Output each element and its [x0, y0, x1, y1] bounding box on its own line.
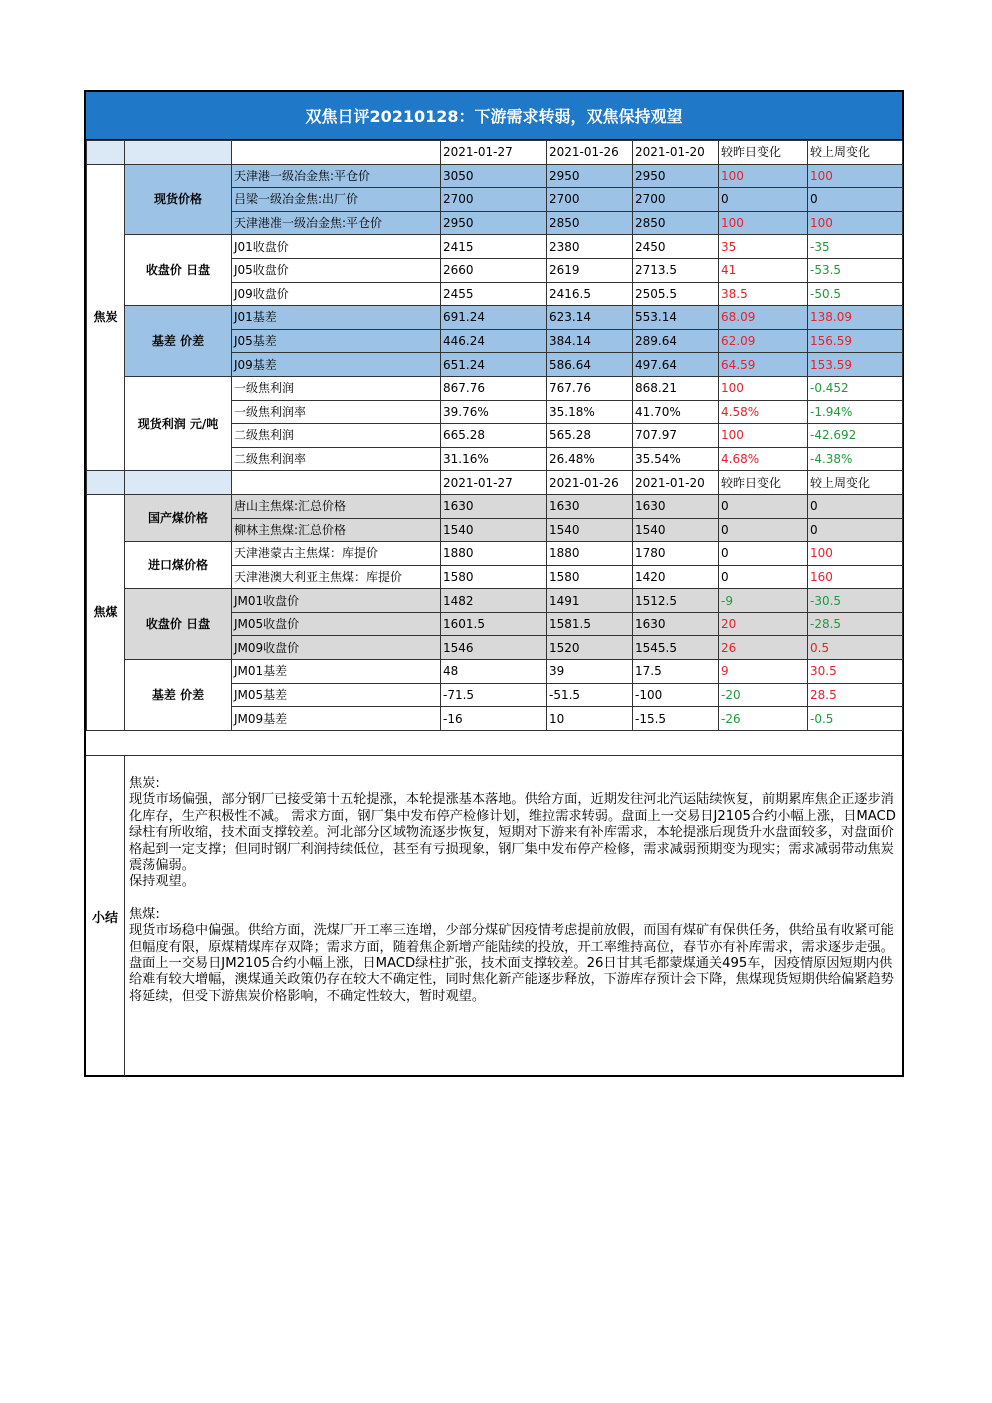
row-name: JM05基差: [232, 683, 441, 707]
header-blank: [125, 141, 232, 165]
value-cell: 565.28: [547, 424, 633, 448]
value-cell: 1630: [547, 494, 633, 518]
report-title: 双焦日评20210128：下游需求转弱，双焦保持观望: [86, 92, 902, 140]
change-week-cell: 0: [808, 188, 903, 212]
value-cell: 868.21: [633, 376, 719, 400]
value-cell: 2380: [547, 235, 633, 259]
change-week-cell: 30.5: [808, 660, 903, 684]
table-row: [87, 376, 903, 400]
row-name: J09基差: [232, 353, 441, 377]
group-label: 收盘价 日盘: [125, 589, 232, 660]
value-cell: 1540: [633, 518, 719, 542]
value-cell: 1540: [441, 518, 547, 542]
value-cell: 1880: [547, 542, 633, 566]
change-day-cell: -20: [719, 683, 808, 707]
header-cell: 2021-01-20: [633, 141, 719, 165]
row-name: 一级焦利润: [232, 376, 441, 400]
summary-coke-text: 现货市场偏强，部分钢厂已接受第十五轮提涨，本轮提涨基本落地。供给方面，近期发往河北汽运陆续恢复，前期累库焦企正逐步消化库存，生产积极性不减。 需求方面，钢厂集中发布停产检修计划，维拉需求转弱。盘面上一交易日J2105合约小幅上涨，日MACD绿柱有所收缩，技术面支撑较差。河北部分区域物流逐步恢复，短期对下游来有补库需求，本轮提涨后现货升水盘面较多，对盘面价格起到一定支撑；但同时钢厂利润持续低位，甚至有亏损现象，钢厂集中发布停产检修，需求减弱预期变为现实；需求减弱带动焦炭震荡偏弱。: [129, 792, 896, 874]
table-row: [87, 306, 903, 330]
change-week-cell: -0.5: [808, 707, 903, 731]
header-row: [87, 471, 903, 495]
change-day-cell: 0: [719, 542, 808, 566]
value-cell: 289.64: [633, 329, 719, 353]
change-day-cell: 62.09: [719, 329, 808, 353]
change-week-cell: 0: [808, 494, 903, 518]
value-cell: 665.28: [441, 424, 547, 448]
summary-coal-heading: 焦煤:: [129, 906, 160, 922]
value-cell: 1630: [441, 494, 547, 518]
value-cell: 2660: [441, 258, 547, 282]
change-day-cell: 100: [719, 424, 808, 448]
change-week-cell: -42.692: [808, 424, 903, 448]
change-week-cell: 138.09: [808, 306, 903, 330]
value-cell: 2850: [547, 211, 633, 235]
group-label: 现货价格: [125, 164, 232, 235]
header-row: [87, 141, 903, 165]
value-cell: 2455: [441, 282, 547, 306]
header-blank: [232, 471, 441, 495]
value-cell: 2415: [441, 235, 547, 259]
change-day-cell: 100: [719, 164, 808, 188]
row-name: 二级焦利润: [232, 424, 441, 448]
value-cell: 1580: [547, 565, 633, 589]
value-cell: 691.24: [441, 306, 547, 330]
value-cell: 31.16%: [441, 447, 547, 471]
value-cell: 35.54%: [633, 447, 719, 471]
value-cell: 41.70%: [633, 400, 719, 424]
value-cell: 2700: [547, 188, 633, 212]
change-week-cell: -30.5: [808, 589, 903, 613]
header-cell: 较昨日变化: [719, 471, 808, 495]
header-blank: [87, 141, 125, 165]
change-week-cell: -0.452: [808, 376, 903, 400]
row-name: JM01基差: [232, 660, 441, 684]
change-day-cell: 4.68%: [719, 447, 808, 471]
row-name: J05收盘价: [232, 258, 441, 282]
value-cell: 1546: [441, 636, 547, 660]
header-cell: 2021-01-27: [441, 471, 547, 495]
header-blank: [125, 471, 232, 495]
data-table: [86, 140, 903, 731]
change-day-cell: 26: [719, 636, 808, 660]
value-cell: 2700: [441, 188, 547, 212]
change-week-cell: 153.59: [808, 353, 903, 377]
value-cell: -100: [633, 683, 719, 707]
value-cell: 1420: [633, 565, 719, 589]
value-cell: 1545.5: [633, 636, 719, 660]
row-name: 天津港蒙古主焦煤：库提价: [232, 542, 441, 566]
value-cell: 2950: [633, 164, 719, 188]
value-cell: 2950: [441, 211, 547, 235]
row-name: JM09基差: [232, 707, 441, 731]
header-cell: 2021-01-26: [547, 471, 633, 495]
value-cell: 1630: [633, 612, 719, 636]
change-day-cell: -9: [719, 589, 808, 613]
row-name: 柳林主焦煤:汇总价格: [232, 518, 441, 542]
value-cell: 446.24: [441, 329, 547, 353]
value-cell: 10: [547, 707, 633, 731]
change-day-cell: 0: [719, 565, 808, 589]
value-cell: 2950: [547, 164, 633, 188]
value-cell: 2416.5: [547, 282, 633, 306]
header-cell: 较上周变化: [808, 141, 903, 165]
group-label: 现货利润 元/吨: [125, 376, 232, 470]
row-name: J01收盘价: [232, 235, 441, 259]
change-week-cell: 100: [808, 542, 903, 566]
row-name: 天津港准一级冶金焦:平仓价: [232, 211, 441, 235]
value-cell: -71.5: [441, 683, 547, 707]
change-week-cell: -50.5: [808, 282, 903, 306]
header-blank: [232, 141, 441, 165]
change-week-cell: 0: [808, 518, 903, 542]
row-name: 吕梁一级冶金焦:出厂价: [232, 188, 441, 212]
value-cell: 1630: [633, 494, 719, 518]
value-cell: 623.14: [547, 306, 633, 330]
value-cell: 651.24: [441, 353, 547, 377]
value-cell: 767.76: [547, 376, 633, 400]
group-label: 国产煤价格: [125, 494, 232, 541]
change-day-cell: 4.58%: [719, 400, 808, 424]
change-week-cell: -1.94%: [808, 400, 903, 424]
value-cell: 48: [441, 660, 547, 684]
summary-coke-conclusion: 保持观望。: [129, 874, 195, 890]
value-cell: 39: [547, 660, 633, 684]
category-label: 焦煤: [87, 494, 125, 730]
change-week-cell: 156.59: [808, 329, 903, 353]
group-label: 收盘价 日盘: [125, 235, 232, 306]
value-cell: -51.5: [547, 683, 633, 707]
row-name: 一级焦利润率: [232, 400, 441, 424]
row-name: J09收盘价: [232, 282, 441, 306]
value-cell: 1880: [441, 542, 547, 566]
value-cell: -15.5: [633, 707, 719, 731]
value-cell: -16: [441, 707, 547, 731]
change-day-cell: 20: [719, 612, 808, 636]
change-day-cell: 64.59: [719, 353, 808, 377]
table-row: [87, 494, 903, 518]
table-row: [87, 589, 903, 613]
header-cell: 2021-01-26: [547, 141, 633, 165]
report-sheet: [84, 90, 904, 1077]
value-cell: 1581.5: [547, 612, 633, 636]
row-name: JM05收盘价: [232, 612, 441, 636]
change-week-cell: -28.5: [808, 612, 903, 636]
value-cell: 39.76%: [441, 400, 547, 424]
value-cell: 17.5: [633, 660, 719, 684]
summary-coal-text: 现货市场稳中偏强。供给方面，洗煤厂开工率三连增，少部分煤矿因疫情考虑提前放假，而国有煤矿有保供任务，供给虽有收紧可能但幅度有限，原煤精煤库存双降；需求方面，随着焦企新增产能陆续的投放，开工率维持高位，春节亦有补库需求，需求逐步走强。盘面上一交易日JM2105合约小幅上涨，日MACD绿柱扩张，技术面支撑较差。26日甘其毛都蒙煤通关495车，因疫情原因短期内供给难有较大增幅，澳煤通关政策仍存在较大不确定性，同时焦化新产能逐步释放，下游库存预计会下降，焦煤现货短期供给偏紧趋势将延续，但受下游焦炭价格影响，不确定性较大，暂时观望。: [129, 923, 894, 1004]
summary-label: 小结: [86, 756, 125, 1076]
value-cell: 867.76: [441, 376, 547, 400]
change-week-cell: 100: [808, 164, 903, 188]
value-cell: 2505.5: [633, 282, 719, 306]
change-week-cell: 0.5: [808, 636, 903, 660]
change-week-cell: -53.5: [808, 258, 903, 282]
change-day-cell: 38.5: [719, 282, 808, 306]
table-row: [87, 660, 903, 684]
summary-coke-heading: 焦炭:: [129, 776, 160, 791]
change-day-cell: 35: [719, 235, 808, 259]
row-name: JM09收盘价: [232, 636, 441, 660]
value-cell: 586.64: [547, 353, 633, 377]
row-name: 天津港澳大利亚主焦煤：库提价: [232, 565, 441, 589]
header-blank: [87, 471, 125, 495]
summary-text: [129, 776, 899, 1005]
header-cell: 2021-01-20: [633, 471, 719, 495]
row-name: 天津港一级冶金焦:平仓价: [232, 164, 441, 188]
change-day-cell: 100: [719, 376, 808, 400]
value-cell: 1491: [547, 589, 633, 613]
change-day-cell: 68.09: [719, 306, 808, 330]
value-cell: 2850: [633, 211, 719, 235]
change-day-cell: 0: [719, 188, 808, 212]
summary-section: [86, 755, 902, 1077]
category-label: 焦炭: [87, 164, 125, 471]
change-day-cell: 9: [719, 660, 808, 684]
value-cell: 2450: [633, 235, 719, 259]
row-name: 二级焦利润率: [232, 447, 441, 471]
change-week-cell: -4.38%: [808, 447, 903, 471]
row-name: 唐山主焦煤:汇总价格: [232, 494, 441, 518]
value-cell: 2700: [633, 188, 719, 212]
change-week-cell: 100: [808, 211, 903, 235]
value-cell: 1512.5: [633, 589, 719, 613]
change-day-cell: 41: [719, 258, 808, 282]
row-name: J01基差: [232, 306, 441, 330]
table-row: [87, 164, 903, 188]
change-day-cell: 0: [719, 518, 808, 542]
value-cell: 2713.5: [633, 258, 719, 282]
change-day-cell: 100: [719, 211, 808, 235]
value-cell: 1780: [633, 542, 719, 566]
group-label: 基差 价差: [125, 306, 232, 377]
change-day-cell: 0: [719, 494, 808, 518]
change-day-cell: -26: [719, 707, 808, 731]
value-cell: 3050: [441, 164, 547, 188]
value-cell: 384.14: [547, 329, 633, 353]
value-cell: 707.97: [633, 424, 719, 448]
row-name: JM01收盘价: [232, 589, 441, 613]
header-cell: 2021-01-27: [441, 141, 547, 165]
value-cell: 1540: [547, 518, 633, 542]
row-name: J05基差: [232, 329, 441, 353]
group-label: 进口煤价格: [125, 542, 232, 589]
value-cell: 1601.5: [441, 612, 547, 636]
header-cell: 较昨日变化: [719, 141, 808, 165]
change-week-cell: -35: [808, 235, 903, 259]
value-cell: 26.48%: [547, 447, 633, 471]
value-cell: 1580: [441, 565, 547, 589]
value-cell: 1482: [441, 589, 547, 613]
value-cell: 497.64: [633, 353, 719, 377]
change-week-cell: 28.5: [808, 683, 903, 707]
value-cell: 553.14: [633, 306, 719, 330]
value-cell: 1520: [547, 636, 633, 660]
value-cell: 2619: [547, 258, 633, 282]
change-week-cell: 160: [808, 565, 903, 589]
group-label: 基差 价差: [125, 660, 232, 731]
value-cell: 35.18%: [547, 400, 633, 424]
table-row: [87, 542, 903, 566]
header-cell: 较上周变化: [808, 471, 903, 495]
table-row: [87, 235, 903, 259]
